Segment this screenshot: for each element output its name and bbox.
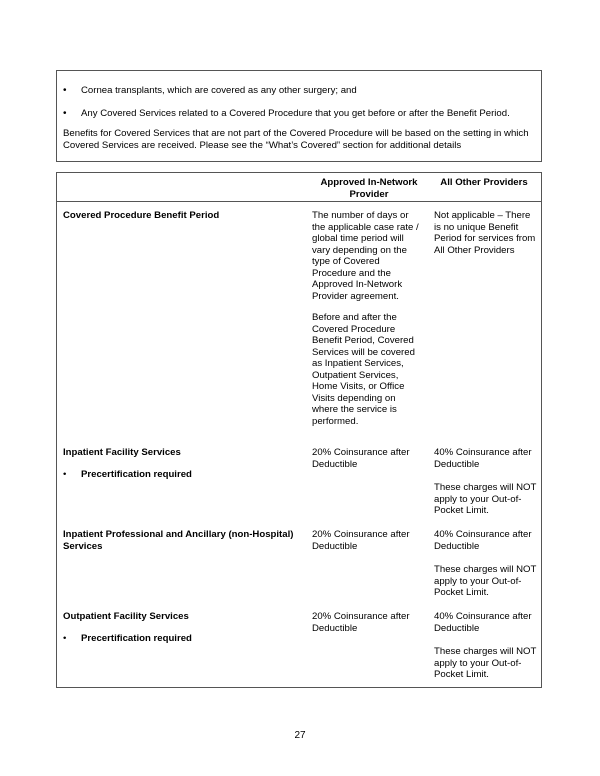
cell-other-note: These charges will NOT apply to your Out-of-Pocket Limit. — [434, 646, 537, 680]
cell-in-network: The number of days or the applicable case rate / global time period will vary depending on the type of Covered Procedure and the Approved In-Network Provider agreement. — [312, 210, 419, 302]
header-in-network: Approved In-Network Provider — [320, 177, 418, 200]
row-label: Inpatient Facility Services — [63, 447, 181, 458]
cell-in-network: 20% Coinsurance after Deductible — [312, 611, 410, 634]
header-divider — [57, 201, 541, 202]
row-label: Covered Procedure Benefit Period — [63, 210, 220, 221]
intro-box — [56, 70, 542, 162]
row-label: Outpatient Facility Services — [63, 611, 189, 622]
benefits-table — [56, 172, 542, 688]
cell-other: Not applicable – There is no unique Benefit Period for services from All Other Providers — [434, 210, 536, 256]
bullet-text: Cornea transplants, which are covered as any other surgery; and — [81, 85, 357, 96]
page-number: 27 — [294, 730, 306, 741]
cell-other: 40% Coinsurance after Deductible — [434, 529, 532, 552]
cell-other-note: These charges will NOT apply to your Out-of-Pocket Limit. — [434, 564, 537, 598]
cell-in-network: 20% Coinsurance after Deductible — [312, 447, 410, 470]
row-sub-label: Precertification required — [81, 633, 192, 644]
bullet-icon: • — [63, 85, 67, 96]
cell-other: 40% Coinsurance after Deductible — [434, 611, 532, 634]
cell-in-network-note: Before and after the Covered Procedure Benefit Period, Covered Services will be covered as Inpatient Services, Outpatient Services, Home Visits, or Office Visits depending on where the service is performed. — [312, 312, 415, 427]
row-sub-label: Precertification required — [81, 469, 192, 480]
row-label: Inpatient Professional and Ancillary (non-Hospital) Services — [63, 529, 294, 552]
cell-in-network: 20% Coinsurance after Deductible — [312, 529, 410, 552]
bullet-text: Any Covered Services related to a Covered Procedure that you get before or after the Benefit Period. — [81, 108, 510, 119]
cell-other: 40% Coinsurance after Deductible — [434, 447, 532, 470]
cell-other-note: These charges will NOT apply to your Out-of-Pocket Limit. — [434, 482, 537, 516]
bullet-icon: • — [63, 108, 67, 119]
bullet-icon: • — [63, 469, 67, 480]
intro-paragraph: Benefits for Covered Services that are not part of the Covered Procedure will be based on the setting in which Covered Services are received. Please see the “What’s Covered” section for additional details — [63, 128, 529, 151]
bullet-icon: • — [63, 633, 67, 644]
header-other-providers: All Other Providers — [440, 177, 528, 188]
